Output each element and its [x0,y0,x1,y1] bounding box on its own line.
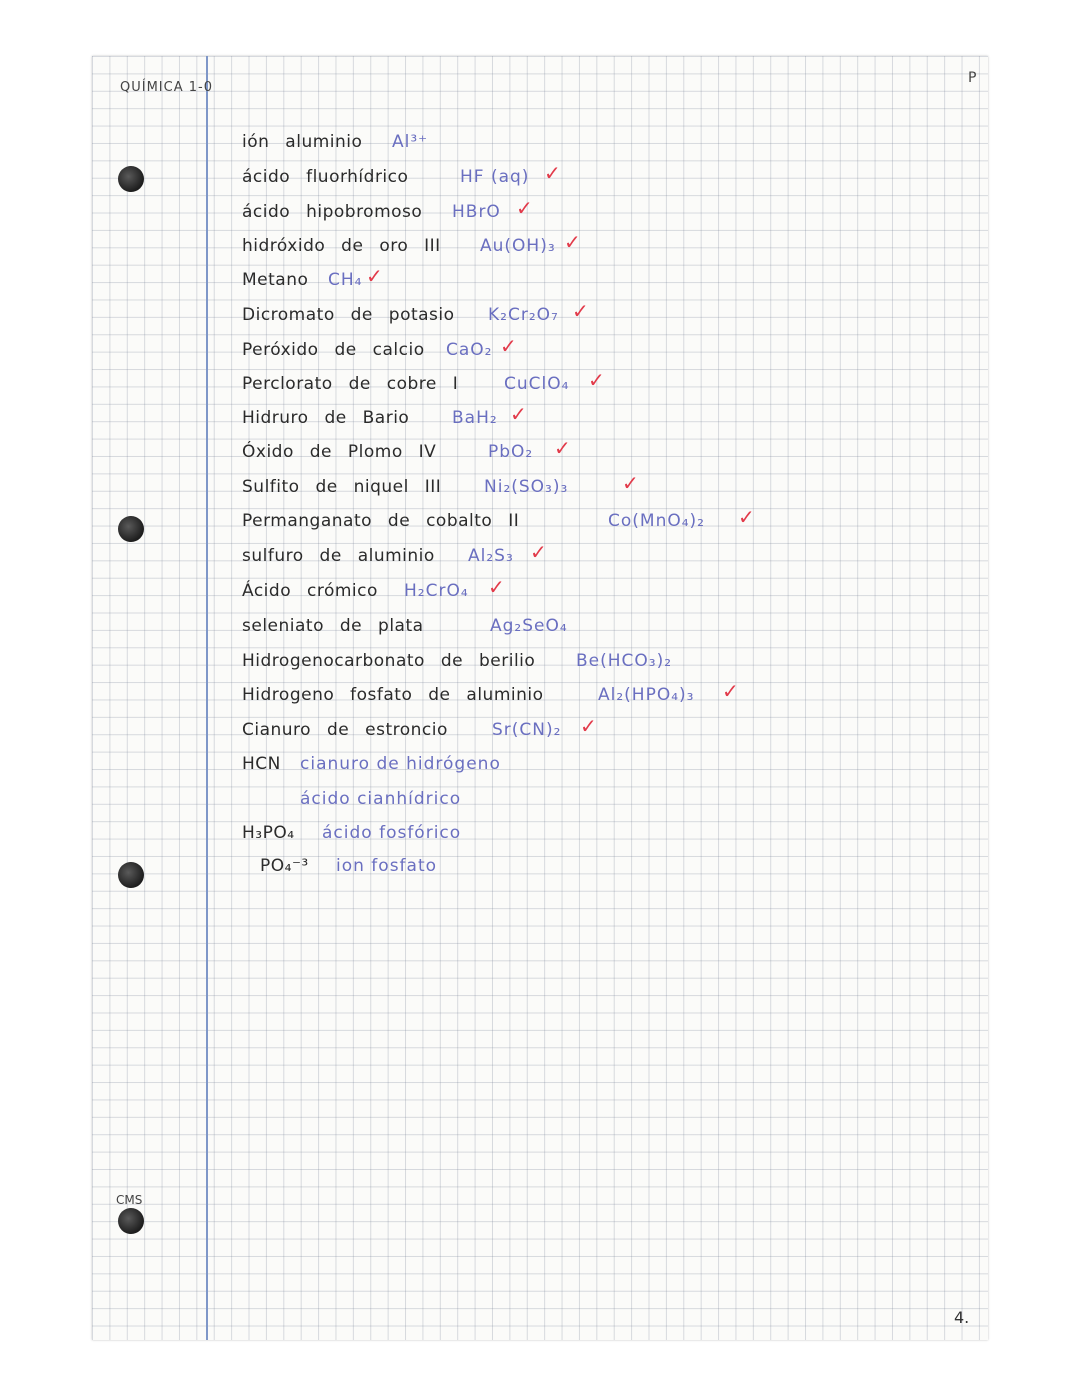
list-item [242,616,568,646]
compound-formula: PbO₂ [488,442,534,462]
list-item [242,132,429,162]
check-mark-icon: ✓ [544,161,561,185]
punch-hole [118,516,144,542]
compound-name: Perclorato de cobre I [242,374,459,394]
list-item [242,505,755,541]
check-mark-icon: ✓ [516,196,533,220]
compound-name: hidróxido de oro III [242,236,441,256]
list-item [242,161,561,197]
hcn-name-1: cianuro de hidrógeno [300,754,501,774]
list-item [242,471,639,507]
check-mark-icon: ✓ [588,368,605,392]
compound-name: seleniato de plata [242,616,424,636]
list-item [242,264,383,300]
check-mark-icon: ✓ [530,540,547,564]
check-mark-icon: ✓ [500,334,517,358]
compound-name: Cianuro de estroncio [242,720,448,740]
list-item [242,402,527,438]
page-number: 4. [954,1308,970,1327]
compound-formula: Al³⁺ [392,132,429,152]
compound-formula: Al₂(HPO₄)₃ [598,685,695,705]
note-h3po4 [242,823,462,853]
list-item [242,196,533,232]
compound-name: Sulfito de niquel III [242,477,442,497]
compound-formula: HBrO [452,202,501,222]
list-item [242,436,571,472]
compound-formula: HF (aq) [460,167,530,187]
note-po4 [260,856,438,886]
compound-formula: K₂Cr₂O₇ [488,305,559,325]
compound-name: ión aluminio [242,132,363,152]
h3po4-name: ácido fosfórico [322,823,462,843]
compound-name: Hidrogeno fosfato de aluminio [242,685,544,705]
compound-name: ácido hipobromoso [242,202,423,222]
compound-name: Hidruro de Bario [242,408,410,428]
check-mark-icon: ✓ [488,575,505,599]
compound-name: sulfuro de aluminio [242,546,435,566]
hcn-formula: HCN [242,754,281,774]
check-mark-icon: ✓ [572,299,589,323]
check-mark-icon: ✓ [738,505,755,529]
check-mark-icon: ✓ [510,402,527,426]
list-item [242,679,739,715]
check-mark-icon: ✓ [622,471,639,495]
subject-title: QUÍMICA 1-0 [120,80,213,95]
list-item [242,714,597,750]
compound-formula: CH₄ [328,270,363,290]
list-item [242,368,605,404]
compound-name: Peróxido de calcio [242,340,425,360]
compound-formula: H₂CrO₄ [404,581,469,601]
compound-formula: Co(MnO₄)₂ [608,511,705,531]
list-item [242,651,673,681]
notebook-page [92,56,988,1340]
check-mark-icon: ✓ [722,679,739,703]
compound-formula: Au(OH)₃ [480,236,556,256]
list-item [242,334,517,370]
compound-formula: BaH₂ [452,408,498,428]
h3po4-formula: H₃PO₄ [242,823,295,843]
compound-formula: Ni₂(SO₃)₃ [484,477,569,497]
check-mark-icon: ✓ [564,230,581,254]
po4-formula: PO₄⁻³ [260,856,309,876]
compound-name: Dicromato de potasio [242,305,455,325]
punch-hole [118,862,144,888]
check-mark-icon: ✓ [366,264,383,288]
compound-name: Permanganato de cobalto II [242,511,520,531]
list-item [242,230,581,266]
list-item [242,299,589,335]
list-item [242,540,547,576]
compound-formula: Be(HCO₃)₂ [576,651,673,671]
compound-formula: Al₂S₃ [468,546,514,566]
compound-name: Ácido crómico [242,581,378,601]
note-hcn [242,754,501,784]
hcn-name-2: ácido cianhídrico [300,789,462,809]
compound-name: Metano [242,270,309,290]
po4-name: ion fosfato [336,856,438,876]
margin-line [206,56,208,1340]
punch-hole [118,166,144,192]
compound-formula: CuClO₄ [504,374,570,394]
footer-mark: CMS [116,1193,143,1207]
compound-name: Óxido de Plomo IV [242,442,437,462]
check-mark-icon: ✓ [580,714,597,738]
compound-formula: CaO₂ [446,340,493,360]
corner-mark: P [968,70,977,86]
punch-hole [118,1208,144,1234]
compound-formula: Ag₂SeO₄ [490,616,568,636]
compound-formula: Sr(CN)₂ [492,720,562,740]
check-mark-icon: ✓ [554,436,571,460]
compound-name: Hidrogenocarbonato de berilio [242,651,536,671]
compound-name: ácido fluorhídrico [242,167,409,187]
list-item [242,575,505,611]
